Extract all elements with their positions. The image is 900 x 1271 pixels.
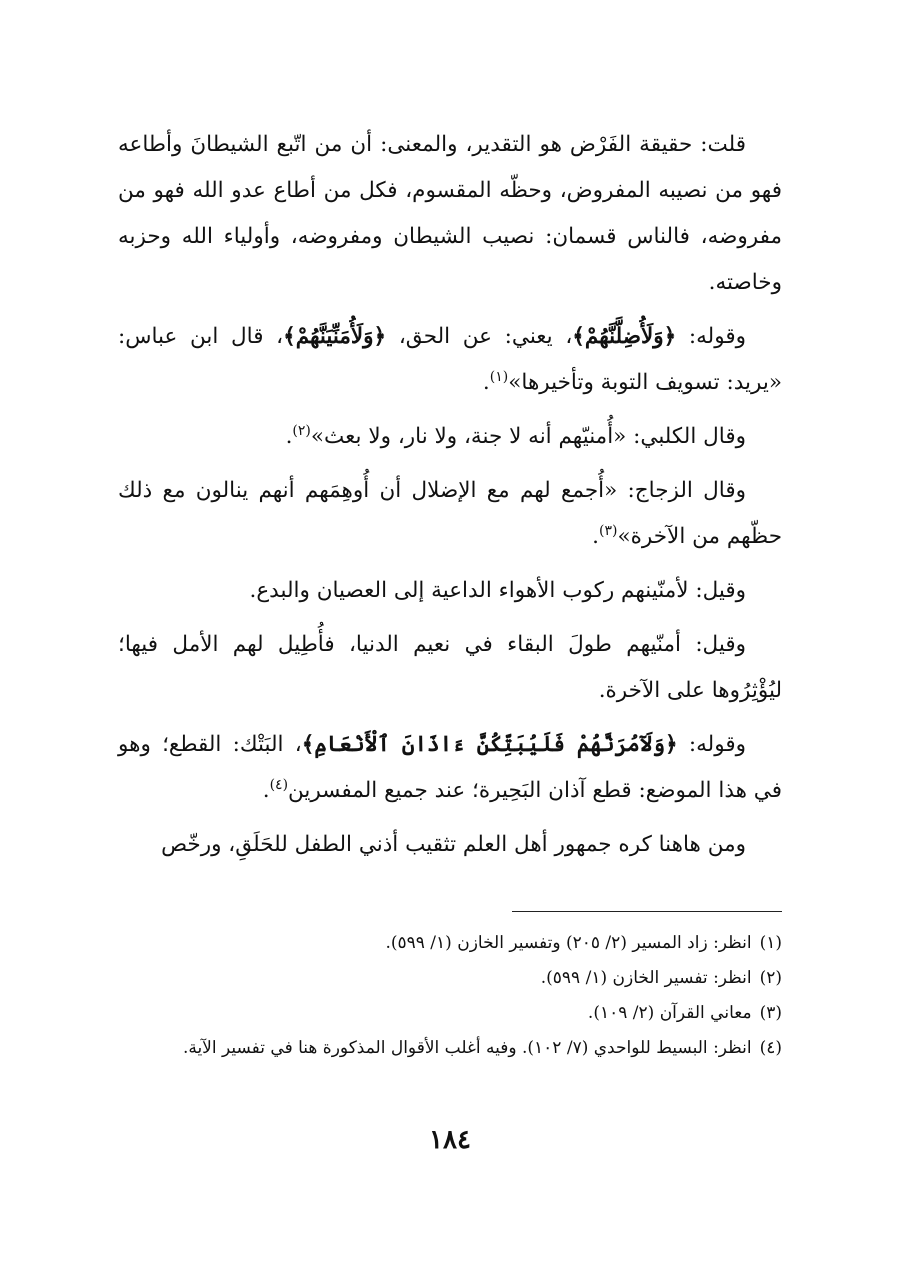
paragraph-3	[118, 414, 782, 460]
footnote-text: انظر: زاد المسير (٢/ ٢٠٥) وتفسير الخازن (١/ ٥٩٩).	[385, 933, 752, 953]
footnote-ref-4[interactable]: (٤)	[269, 776, 289, 793]
footnote-number: (٤)	[759, 1038, 782, 1058]
footnote-ref-3[interactable]: (٣)	[599, 522, 618, 539]
footnote-text: انظر: البسيط للواحدي (٧/ ١٠٢). وفيه أغلب الأقوال المذكورة هنا في تفسير الآية.	[182, 1038, 752, 1058]
text-span: .	[592, 524, 600, 549]
text-span: .	[262, 778, 270, 803]
text-span: وقوله:	[677, 732, 746, 757]
footnote-ref-2[interactable]: (٢)	[292, 422, 311, 439]
quran-verse: ﴿وَلَآمُرَنَّهُمْ فَلَيُبَتِّكُنَّ ءَاذَانَ ٱلْأَنْعَامِ﴾	[301, 732, 678, 757]
footnote-number: (٣)	[759, 1003, 782, 1023]
text-span: وقال الكلبي: «أُمنيّهم أنه لا جنة، ولا نار، ولا بعث»	[310, 424, 746, 449]
text-span: وقال الزجاج: «أُجمع لهم مع الإضلال أن أُوهِمَهم أنهم ينالون مع ذلك حظّهم من الآخرة»	[118, 478, 782, 549]
main-text	[118, 122, 782, 876]
footnote-text: معاني القرآن (٢/ ١٠٩).	[587, 1003, 752, 1023]
footnote-1	[118, 926, 782, 961]
page-number: ١٨٤	[429, 1125, 471, 1155]
paragraph-4	[118, 468, 782, 560]
paragraph-5: وقيل: لأمنّينهم ركوب الأهواء الداعية إلى العصيان والبدع.	[249, 578, 746, 603]
quran-verse: ﴿وَلَأُضِلَّنَّهُمْ﴾	[572, 324, 677, 349]
text-span: .	[482, 370, 490, 395]
footnote-text: انظر: تفسير الخازن (١/ ٥٩٩).	[540, 968, 752, 988]
footnote-ref-1[interactable]: (١)	[489, 368, 509, 385]
paragraph-2	[118, 314, 782, 406]
text-span: .	[285, 424, 293, 449]
footnote-divider	[512, 911, 782, 912]
paragraph-6: وقيل: أمنّيهم طولَ البقاء في نعيم الدنيا، فأُطِيل لهم الأمل فيها؛ ليُؤْثِرُوها على الآخرة.	[118, 632, 782, 703]
footnote-2	[118, 961, 782, 996]
footnote-3	[118, 996, 782, 1031]
paragraph-1: قلت: حقيقة الفَرْض هو التقدير، والمعنى: أن من اتّبع الشيطانَ وأطاعه فهو من نصيبه المفروض، وحظّه المقسوم، فكل من أطاع عدو الله فهو من مفروضه، فالناس قسمان: نصيب الشيطان ومفروضه، وأولياء الله وحزبه وخاصته.	[118, 132, 782, 295]
paragraph-8: ومن هاهنا كره جمهور أهل العلم تثقيب أذني الطفل للحَلَقِ، ورخّص	[161, 832, 746, 857]
text-span: ، قال ابن عباس: «يريد: تسويف التوبة وتأخيرها»	[118, 324, 782, 395]
text-span: ، يعني: عن الحق،	[386, 324, 573, 349]
footnote-4	[118, 1031, 782, 1066]
paragraph-7	[118, 722, 782, 814]
text-span: وقوله:	[676, 324, 746, 349]
footnote-number: (٢)	[759, 968, 782, 988]
text-span: ، البَتْك: القطع؛ وهو في هذا الموضع: قطع آذان البَحِيرة؛ عند جميع المفسرين	[118, 732, 782, 803]
footnotes	[118, 926, 782, 1066]
footnote-number: (١)	[759, 933, 782, 953]
quran-verse: ﴿وَلَأُمَنِّيَنَّهُمْ﴾	[283, 324, 387, 349]
